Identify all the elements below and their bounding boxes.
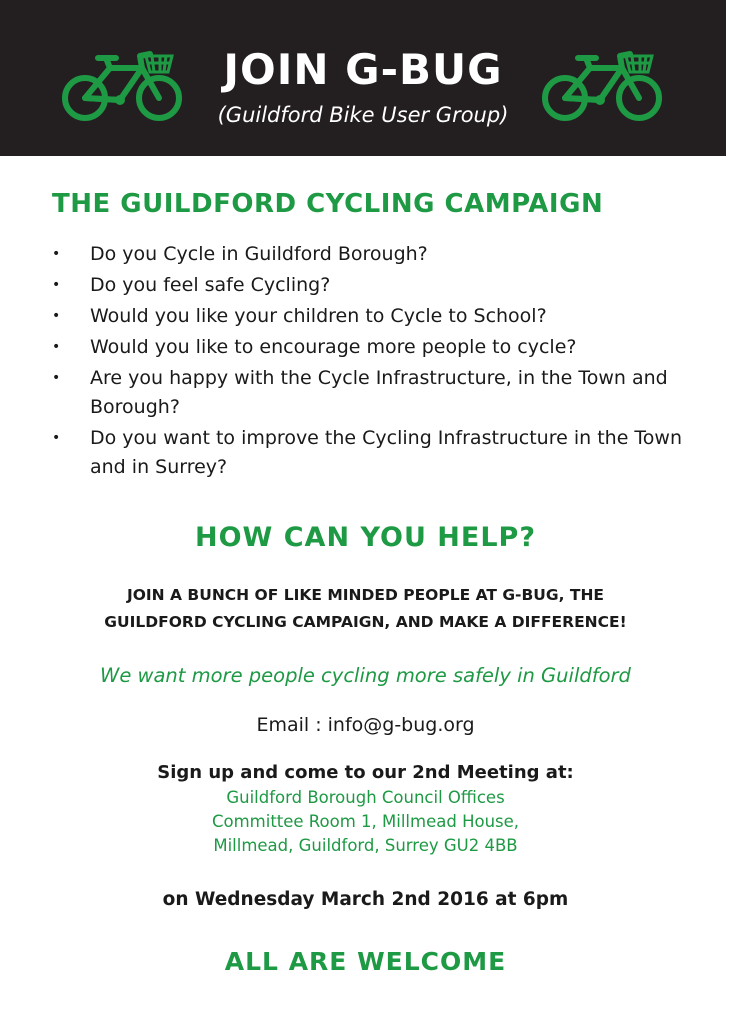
join-message [40, 582, 691, 636]
header-subtitle: (Guildford Bike User Group) [217, 103, 509, 127]
list-item: • Are you happy with the Cycle Infrastructure, in the Town and Borough? [52, 364, 692, 422]
welcome-text: ALL ARE WELCOME [224, 947, 507, 976]
help-title: HOW CAN YOU HELP? [195, 522, 536, 553]
join-line: JOIN A BUNCH OF LIKE MINDED PEOPLE AT G-BUG, THE [126, 586, 605, 604]
tagline: We want more people cycling more safely in Guildford [100, 664, 631, 687]
list-item: • Would you like your children to Cycle to School? [52, 302, 692, 331]
question-list [52, 240, 692, 484]
header-title: JOIN G-BUG [223, 45, 503, 94]
campaign-title: THE GUILDFORD CYCLING CAMPAIGN [52, 189, 604, 219]
bicycle-icon [540, 48, 664, 124]
list-item: • Would you like to encourage more people to cycle? [52, 333, 692, 362]
venue-line: Committee Room 1, Millmead House, [211, 812, 520, 831]
header-banner [0, 0, 726, 156]
venue-line: Guildford Borough Council Offices [226, 788, 505, 807]
signup-heading: Sign up and come to our 2nd Meeting at: [157, 762, 574, 783]
contact-email: Email : info@g-bug.org [256, 714, 475, 736]
join-line: GUILDFORD CYCLING CAMPAIGN, AND MAKE A DIFFERENCE! [104, 613, 627, 631]
list-item: • Do you Cycle in Guildford Borough? [52, 240, 692, 269]
meeting-date: on Wednesday March 2nd 2016 at 6pm [162, 889, 569, 910]
list-item: • Do you feel safe Cycling? [52, 271, 692, 300]
venue-address [0, 786, 731, 858]
list-item: • Do you want to improve the Cycling Infrastructure in the Town and in Surrey? [52, 424, 692, 482]
venue-line: Millmead, Guildford, Surrey GU2 4BB [213, 836, 518, 855]
